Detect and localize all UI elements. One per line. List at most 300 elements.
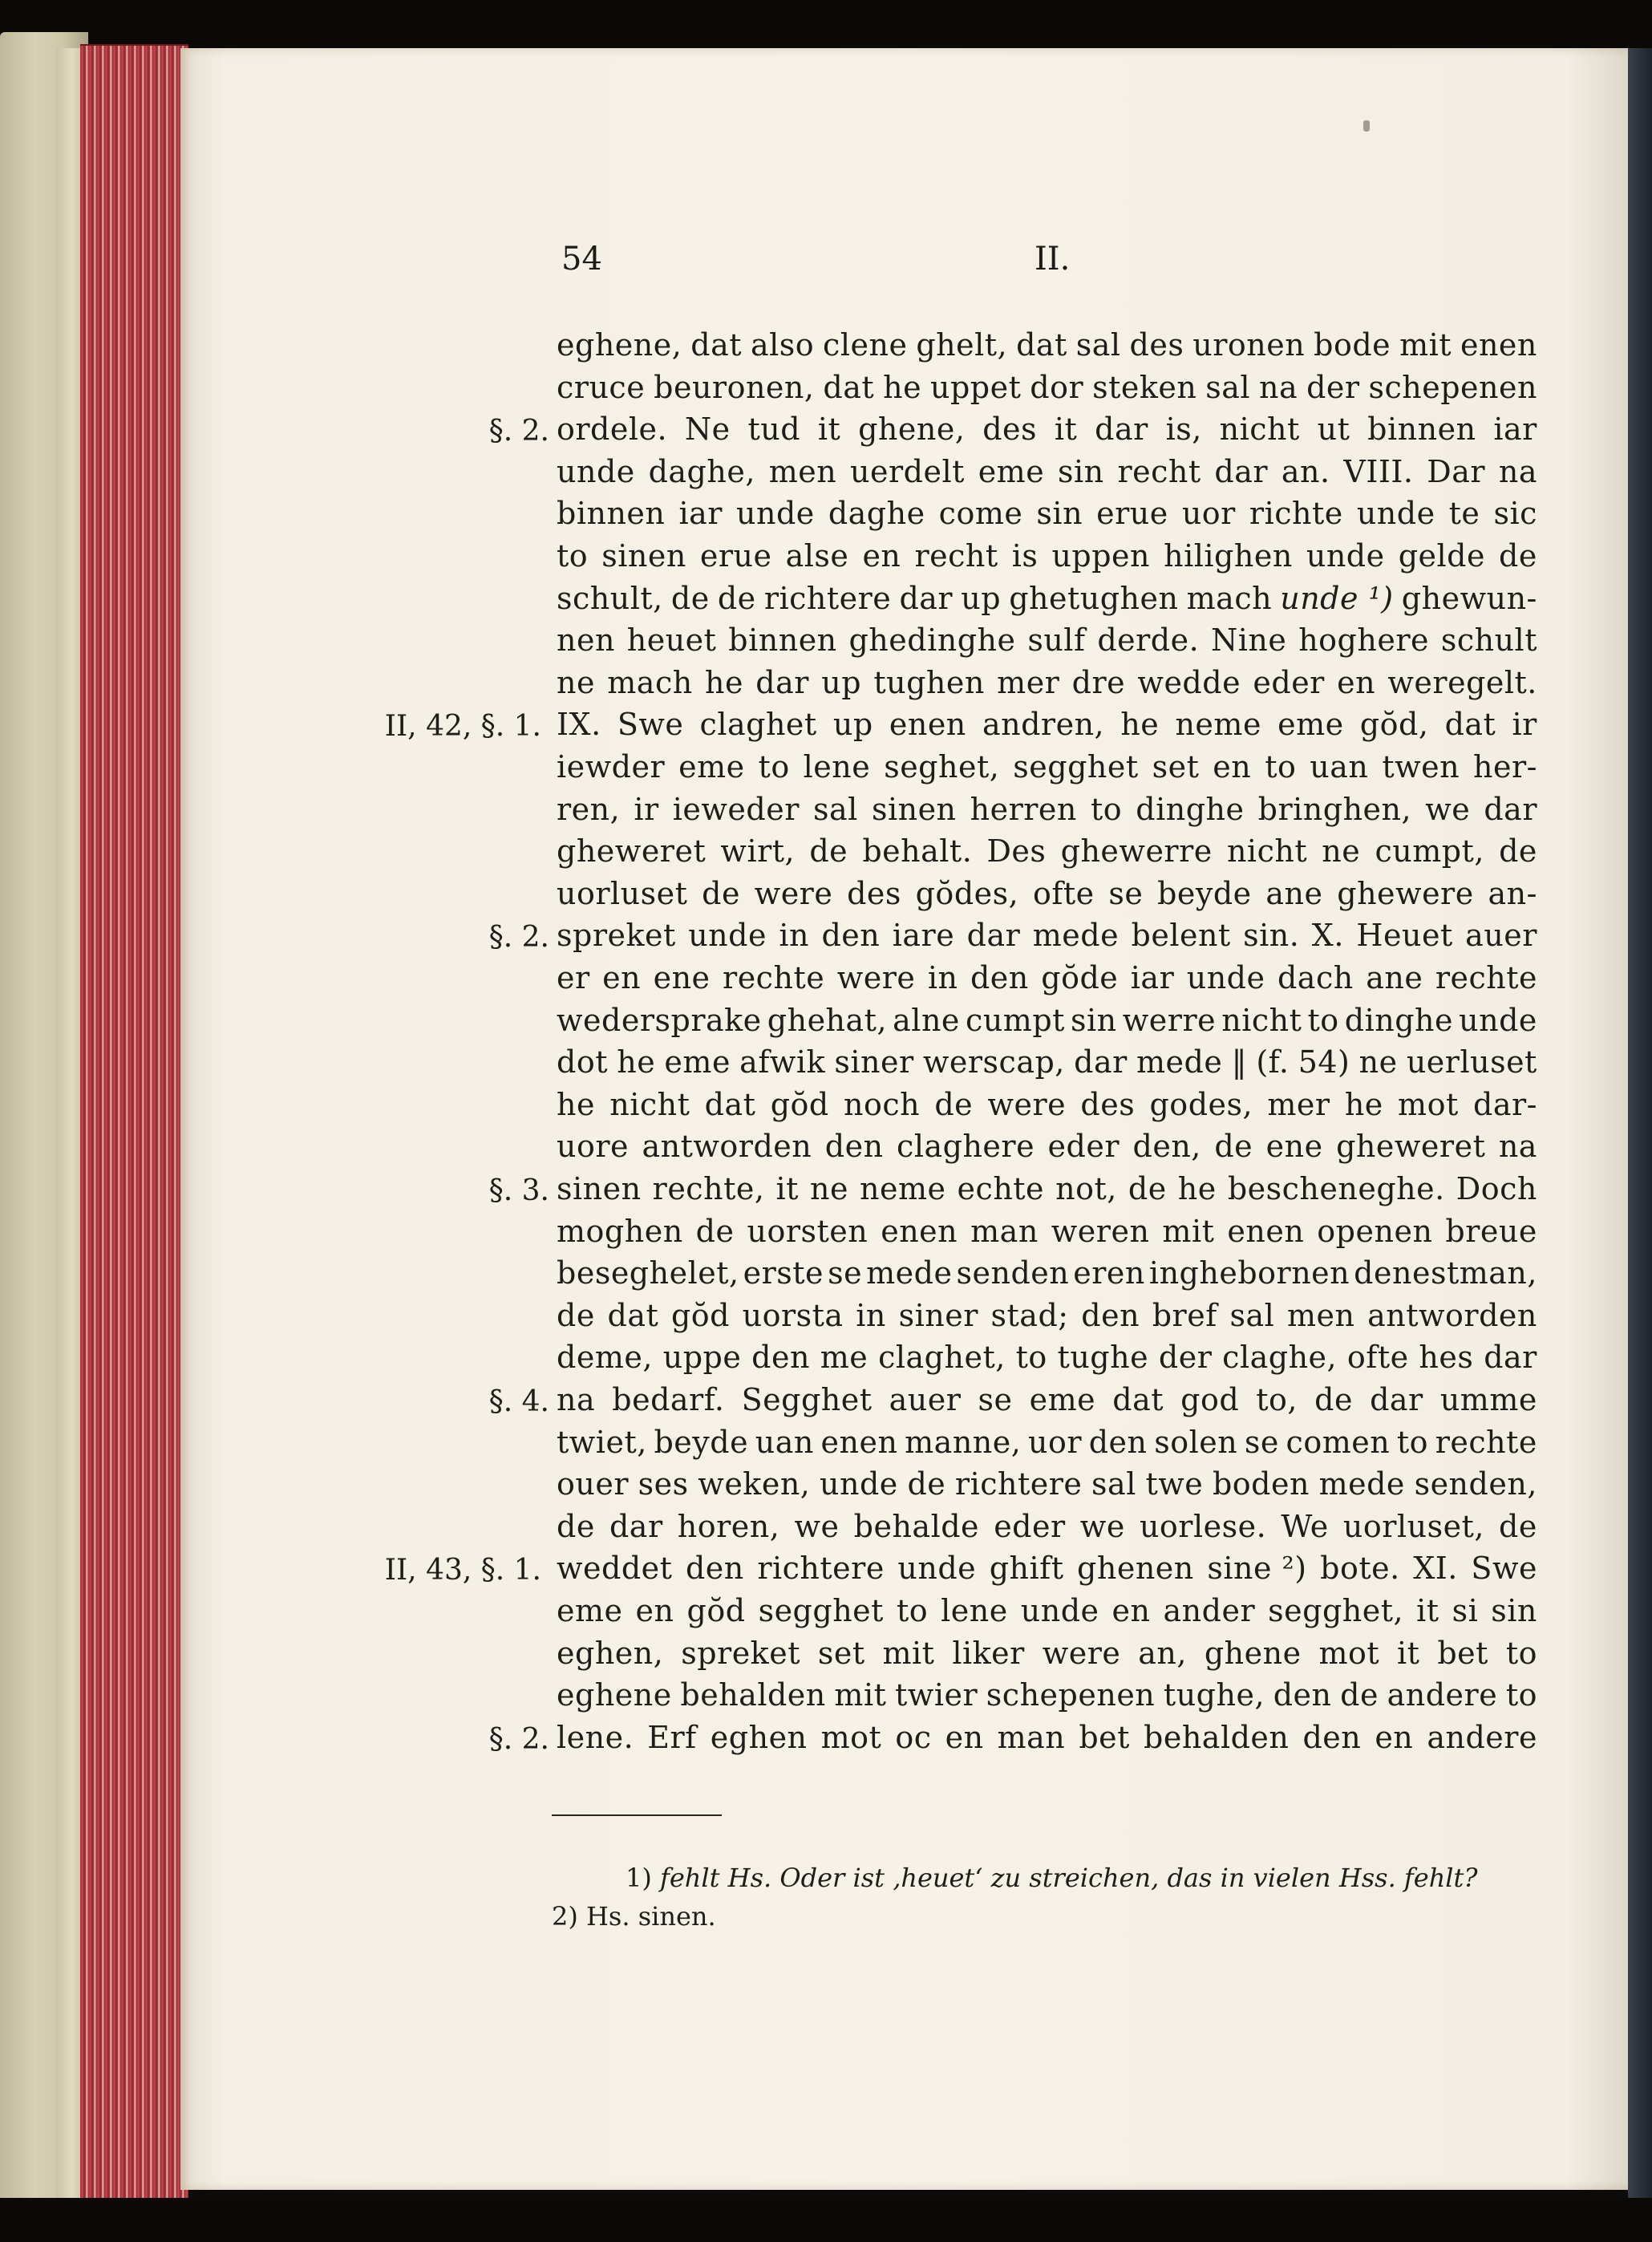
- word: liker: [952, 1635, 1025, 1671]
- text-line: [557, 960, 1537, 1003]
- word: ene: [1265, 1129, 1323, 1165]
- word: na: [1259, 369, 1298, 405]
- word: 54): [1298, 1044, 1350, 1080]
- word: daghe,: [648, 453, 755, 489]
- word: binnen: [1367, 412, 1476, 448]
- word: behalde: [853, 1508, 980, 1544]
- word: men: [768, 453, 837, 489]
- word: en: [1337, 664, 1376, 700]
- word: openen: [1317, 1213, 1433, 1249]
- word: auer: [1465, 918, 1537, 954]
- word: we: [1079, 1508, 1125, 1544]
- word: unde: [736, 496, 815, 532]
- word: recht: [1117, 453, 1201, 489]
- word: dar: [755, 664, 809, 700]
- word: dre: [1071, 664, 1126, 700]
- word: dat: [704, 1086, 756, 1122]
- word: it: [817, 412, 841, 448]
- word: des: [1129, 327, 1184, 363]
- word: sin: [1036, 496, 1083, 532]
- margin-note: §. 2.: [488, 415, 549, 448]
- word: den: [821, 918, 881, 954]
- word: claghet,: [878, 1340, 1006, 1376]
- word: binnen: [728, 622, 837, 659]
- word: we: [1425, 791, 1471, 827]
- word: ghelt,: [916, 327, 1008, 363]
- text-line: [557, 581, 1537, 624]
- word: behalden: [680, 1677, 826, 1713]
- word: unde: [1306, 538, 1385, 574]
- word: der: [1306, 369, 1360, 405]
- text-line: [557, 749, 1537, 793]
- word: unde: [1459, 1002, 1537, 1038]
- word: wedde: [1137, 664, 1241, 700]
- word: mot: [820, 1719, 882, 1755]
- word: up: [832, 707, 873, 743]
- word: eme: [664, 1044, 731, 1080]
- word: ghewerre: [1060, 833, 1213, 870]
- word: ne: [1358, 1044, 1398, 1080]
- margin-note: §. 2.: [488, 1722, 549, 1756]
- word: rechte: [723, 960, 825, 995]
- text-line: [557, 1551, 1537, 1594]
- word: eren: [1073, 1255, 1145, 1291]
- word: XI.: [1413, 1551, 1458, 1587]
- word: uor: [1181, 496, 1236, 532]
- word: mach: [607, 664, 693, 700]
- word: Nine: [1211, 622, 1287, 659]
- text-line: [557, 1003, 1537, 1046]
- word: (f.: [1256, 1044, 1290, 1080]
- text-line: [557, 496, 1537, 539]
- word: ghift: [989, 1551, 1064, 1587]
- word: uan: [755, 1424, 814, 1460]
- word: alne: [893, 1002, 960, 1038]
- word: mer: [1267, 1086, 1330, 1122]
- text-line: [557, 918, 1537, 961]
- word: den: [1081, 1297, 1140, 1333]
- word: herren: [970, 791, 1077, 827]
- word: Doch: [1456, 1171, 1537, 1206]
- word: is,: [1165, 412, 1202, 448]
- word: sin: [1058, 453, 1104, 489]
- word: sal: [1205, 369, 1251, 405]
- word: den: [970, 960, 1029, 995]
- word: ofte: [1032, 875, 1095, 911]
- word: de: [670, 580, 710, 616]
- word: boden: [1212, 1466, 1310, 1502]
- background-top: [0, 0, 1652, 48]
- word: dar: [609, 1508, 663, 1544]
- word: de: [557, 1297, 595, 1333]
- word: godes,: [1149, 1086, 1253, 1122]
- footnote-1-text: fehlt Hs. Oder ist ‚heuet‘ zu streichen, das in vielen Hss. fehlt?: [660, 1863, 1478, 1893]
- word: segghet: [758, 1593, 884, 1628]
- word: iar: [678, 496, 723, 532]
- word: eghene,: [557, 327, 682, 363]
- word: Ne: [684, 412, 731, 448]
- word: we: [794, 1508, 840, 1544]
- word: it: [775, 1171, 799, 1206]
- word: de: [1499, 538, 1537, 574]
- page-number: 54: [561, 241, 602, 278]
- margin-note: II, 42, §. 1.: [384, 710, 541, 744]
- text-line: [557, 1382, 1537, 1425]
- word: unde: [1356, 496, 1435, 532]
- word: dar: [1370, 1382, 1423, 1417]
- word: up: [961, 580, 1002, 616]
- word: twier: [895, 1677, 978, 1713]
- word: ghene: [1204, 1635, 1302, 1671]
- word: eghen,: [557, 1635, 664, 1671]
- word: it: [1397, 1635, 1420, 1671]
- word: breue: [1445, 1213, 1537, 1249]
- word: ordele.: [557, 412, 668, 448]
- word: se: [1244, 1424, 1279, 1460]
- word: to: [1091, 791, 1123, 827]
- word: nicht: [1219, 412, 1300, 448]
- word: daghe: [828, 496, 925, 532]
- word: unde: [1186, 960, 1265, 995]
- word: dar: [1095, 412, 1148, 448]
- word: lene: [941, 1593, 1008, 1628]
- word: ofte: [1346, 1340, 1409, 1376]
- word: derde.: [1097, 622, 1200, 659]
- margin-note: §. 4.: [488, 1385, 549, 1418]
- word: bedarf.: [612, 1382, 725, 1417]
- word: weddet: [557, 1551, 673, 1587]
- word: in: [856, 1297, 886, 1333]
- word: to: [896, 1593, 929, 1628]
- word: enen: [889, 707, 966, 743]
- text-line: [557, 1466, 1537, 1510]
- word: in: [779, 918, 810, 954]
- word: lene: [803, 749, 871, 784]
- word: to,: [1256, 1382, 1298, 1417]
- word: uorsta: [742, 1297, 844, 1333]
- word: eme: [557, 1593, 623, 1628]
- text-line: [557, 412, 1537, 455]
- word: si: [1452, 1593, 1479, 1628]
- word: iar: [1493, 412, 1537, 448]
- word: sal: [1229, 1297, 1275, 1333]
- word: an-: [1488, 875, 1537, 911]
- word: na: [1498, 453, 1537, 489]
- word: de: [809, 833, 848, 870]
- text-line: [557, 1129, 1537, 1172]
- word: mit: [882, 1635, 935, 1671]
- word: gŏd: [770, 1086, 829, 1122]
- word: richtere: [757, 1551, 885, 1587]
- word: dinghe: [1344, 1002, 1454, 1038]
- word: eder: [1047, 1129, 1120, 1165]
- word: dar: [1214, 453, 1269, 489]
- word: comen: [1286, 1424, 1391, 1460]
- word: gŏdes,: [915, 875, 1019, 911]
- word: ne: [809, 1171, 848, 1206]
- word: binnen: [557, 496, 666, 532]
- word: to: [1015, 1340, 1047, 1376]
- word: ene: [653, 960, 711, 995]
- word: to: [1307, 1002, 1339, 1038]
- word: lene.: [557, 1719, 634, 1755]
- word: manne,: [905, 1424, 1022, 1460]
- word: se: [1108, 875, 1144, 911]
- word: gŏde: [1041, 960, 1119, 995]
- word: en: [1111, 1593, 1151, 1628]
- word: schult,: [557, 580, 663, 616]
- word: dat: [690, 327, 743, 363]
- word: bet: [1079, 1719, 1130, 1755]
- word: dor: [1030, 369, 1084, 405]
- word: afwik: [739, 1044, 826, 1080]
- word: dat: [1444, 707, 1496, 743]
- word: god: [1180, 1382, 1240, 1417]
- word: moghen: [557, 1213, 683, 1249]
- word: de: [934, 1086, 974, 1122]
- word: beuronen,: [654, 369, 815, 405]
- word: were: [754, 875, 833, 911]
- word: denestman,: [1354, 1255, 1537, 1291]
- word: not,: [1055, 1171, 1117, 1206]
- word: mach: [1186, 580, 1273, 616]
- word: de: [1128, 1171, 1167, 1206]
- word: he: [1177, 1171, 1217, 1206]
- word: den: [1088, 1424, 1148, 1460]
- word: gheweret: [557, 833, 707, 870]
- word: siner: [898, 1297, 978, 1333]
- word: ane: [1366, 960, 1423, 995]
- word: ghenen: [1077, 1551, 1194, 1587]
- word: deme,: [557, 1340, 653, 1376]
- word: gelde: [1398, 538, 1485, 574]
- word: it: [1416, 1593, 1439, 1628]
- word: andere: [1427, 1719, 1537, 1755]
- word: Swe: [617, 707, 684, 743]
- word: en: [862, 538, 901, 574]
- word: eghene: [557, 1677, 672, 1713]
- word: de: [702, 875, 740, 911]
- word: sal: [813, 791, 858, 827]
- word: ghetughen: [1009, 580, 1179, 616]
- word: wedersprake: [557, 1002, 762, 1038]
- word: he: [883, 369, 922, 405]
- word: gŏd,: [1359, 707, 1429, 743]
- word: andren,: [982, 707, 1105, 743]
- word: de: [1499, 833, 1537, 870]
- word: nicht: [609, 1086, 690, 1122]
- word: sinen: [557, 1171, 642, 1206]
- word: den: [685, 1551, 744, 1587]
- word: se: [828, 1255, 863, 1291]
- word: ander: [1163, 1593, 1256, 1628]
- word: mede: [866, 1255, 953, 1291]
- word: nicht: [1226, 833, 1308, 870]
- word: den: [824, 1129, 884, 1165]
- word: he: [557, 1086, 595, 1122]
- word: solen: [1154, 1424, 1238, 1460]
- word: ‖: [1231, 1044, 1248, 1080]
- word: mot: [1398, 1086, 1459, 1122]
- word: eder: [994, 1508, 1066, 1544]
- word: echte: [957, 1171, 1045, 1206]
- word: de: [907, 1466, 946, 1502]
- word: uppe: [662, 1340, 742, 1376]
- word: ghewere: [1337, 875, 1474, 911]
- word: claghet: [699, 707, 817, 743]
- word: dat: [607, 1297, 659, 1333]
- word: eme: [678, 749, 745, 784]
- word: mit: [834, 1677, 887, 1713]
- word: mot: [1318, 1635, 1380, 1671]
- footnote-rule: [552, 1814, 722, 1816]
- word: der: [1158, 1340, 1213, 1376]
- word: set: [1152, 749, 1200, 784]
- word: uronen: [1192, 327, 1306, 363]
- word: behalt.: [862, 833, 973, 870]
- word: is: [1011, 538, 1039, 574]
- word: to: [557, 538, 589, 574]
- word: dinghe: [1136, 791, 1245, 827]
- word: dat: [823, 369, 875, 405]
- word: dar: [1484, 1340, 1537, 1376]
- word: bet: [1437, 1635, 1488, 1671]
- word: come: [938, 496, 1023, 532]
- word: stad;: [990, 1297, 1069, 1333]
- page-edges-red: [80, 44, 188, 2199]
- word: he: [617, 1044, 656, 1080]
- word: bescheneghe.: [1227, 1171, 1445, 1206]
- text-line: [557, 707, 1537, 750]
- word: de: [717, 580, 756, 616]
- word: dat: [1016, 327, 1067, 363]
- word: to: [1265, 749, 1297, 784]
- text-line: [557, 1171, 1537, 1214]
- word: tud: [747, 412, 801, 448]
- text-line: [557, 1636, 1537, 1679]
- word: sic: [1493, 496, 1537, 532]
- word: sin: [1491, 1593, 1537, 1628]
- word: uorsten: [747, 1213, 869, 1249]
- word: bode: [1314, 327, 1391, 363]
- word: sulf: [1027, 622, 1086, 659]
- word: er: [557, 960, 590, 995]
- word: ghedinghe: [848, 622, 1016, 659]
- word: to: [758, 749, 790, 784]
- word: claghere: [897, 1129, 1035, 1165]
- word: uppet: [929, 369, 1022, 405]
- word: uore: [557, 1129, 630, 1165]
- word: Erf: [647, 1719, 697, 1755]
- word: VIII.: [1343, 453, 1414, 489]
- word: ir: [1512, 707, 1537, 743]
- word: de: [1340, 1677, 1379, 1713]
- word: men: [1286, 1297, 1355, 1333]
- word: mede: [1032, 918, 1120, 954]
- word: auer: [889, 1382, 962, 1417]
- text-line: [557, 833, 1537, 877]
- text-line: [557, 1214, 1537, 1257]
- word: te: [1448, 496, 1480, 532]
- text-line: [557, 1509, 1537, 1552]
- word: he: [1344, 1086, 1383, 1122]
- word: ren,: [557, 791, 621, 827]
- text-line: [557, 1720, 1537, 1763]
- ink-spot: [1363, 120, 1370, 132]
- text-line: [557, 1425, 1537, 1468]
- word: Des: [986, 833, 1047, 870]
- word: sal: [1091, 1466, 1136, 1502]
- word: ses: [638, 1466, 689, 1502]
- word: na: [557, 1382, 596, 1417]
- word: unde: [820, 1466, 898, 1502]
- margin-note: II, 43, §. 1.: [384, 1554, 541, 1587]
- word: ir: [634, 791, 659, 827]
- text-line: [557, 1087, 1537, 1130]
- running-header: [561, 233, 1123, 297]
- word: ut: [1317, 412, 1350, 448]
- word: mit: [1162, 1213, 1215, 1249]
- text-line: [557, 1255, 1537, 1299]
- word: na: [1498, 1129, 1537, 1165]
- word: unde: [897, 1551, 977, 1587]
- word: de: [1499, 1508, 1537, 1544]
- word: des: [982, 412, 1038, 448]
- word: twiet,: [557, 1424, 647, 1460]
- footnote-2-mark: 2): [552, 1901, 578, 1932]
- word: uorlese.: [1139, 1508, 1267, 1544]
- text-line: [557, 792, 1537, 835]
- word: erue: [1096, 496, 1168, 532]
- word: rechte,: [652, 1171, 765, 1206]
- word: se: [978, 1382, 1013, 1417]
- word: tughe: [1057, 1340, 1149, 1376]
- word: antworden: [642, 1129, 812, 1165]
- word: cumpt,: [1375, 833, 1484, 870]
- word: richtere: [954, 1466, 1083, 1502]
- margin-note: §. 2.: [488, 921, 549, 955]
- text-line: [557, 1593, 1537, 1636]
- word: unde: [688, 918, 767, 954]
- word: ghewun-: [1401, 580, 1537, 616]
- word: dar: [966, 918, 1021, 954]
- word: cruce: [557, 369, 646, 405]
- word: sal: [1075, 327, 1121, 363]
- word: belent: [1131, 918, 1231, 954]
- text-line: [557, 622, 1537, 666]
- word: mede: [1136, 1044, 1223, 1080]
- word: eghen: [710, 1719, 808, 1755]
- word: hoghere: [1298, 622, 1429, 659]
- word: gŏd: [670, 1297, 730, 1333]
- word: de: [695, 1213, 735, 1249]
- word: sine ²): [1207, 1551, 1307, 1587]
- word: den: [751, 1340, 810, 1376]
- word: des: [1080, 1086, 1136, 1122]
- word: me: [820, 1340, 869, 1376]
- word: gheweret: [1336, 1129, 1486, 1165]
- background-bottom: [0, 2198, 1652, 2242]
- word: steken: [1092, 369, 1197, 405]
- word: antworden: [1367, 1297, 1537, 1333]
- text-line: [557, 876, 1537, 919]
- word: nen: [557, 622, 615, 659]
- word: bote.: [1320, 1551, 1400, 1587]
- word: bref: [1152, 1297, 1217, 1333]
- word: spreket: [681, 1635, 800, 1671]
- word: senden,: [1414, 1466, 1537, 1502]
- word: ane: [1265, 875, 1323, 911]
